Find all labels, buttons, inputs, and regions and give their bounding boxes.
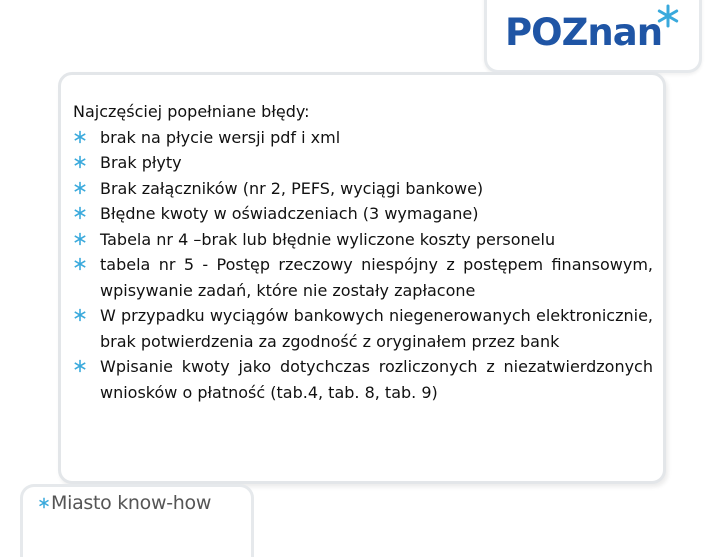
list-item-text: brak na płycie wersji pdf i xml	[100, 127, 341, 147]
poznan-logo: POZnan	[505, 11, 663, 54]
list-item-text: Brak płyty	[100, 153, 182, 172]
footer-slogan: Miasto know-how	[51, 492, 212, 514]
error-list	[73, 125, 653, 406]
list-item	[73, 150, 653, 176]
asterisk-icon	[73, 130, 87, 144]
list-item-text: W przypadku wyciągów bankowych niegenerowanych elektronicznie, brak potwierdzenia za zgodność z oryginałem przez bank	[100, 306, 653, 351]
list-item-text: Brak załączników (nr 2, PEFS, wyciągi bankowe)	[100, 178, 484, 198]
asterisk-icon	[73, 155, 87, 169]
list-item	[73, 303, 653, 354]
asterisk-icon	[73, 206, 87, 220]
list-item-text: tabela nr 5 - Postęp rzeczowy niespójny z postępem finansowym, wpisywanie zadań, które nie zostały zapłacone	[100, 255, 653, 300]
list-heading: Najczęściej popełniane błędy:	[73, 102, 310, 121]
list-item	[73, 252, 653, 303]
list-item	[73, 176, 653, 202]
asterisk-icon	[73, 181, 87, 195]
content-area	[73, 99, 653, 405]
list-item	[73, 125, 653, 151]
asterisk-icon	[656, 4, 680, 28]
list-item-text: Wpisanie kwoty jako dotychczas rozliczonych z niezatwierdzonych wniosków o płatność (tab.4, tab. 8, tab. 9)	[100, 357, 653, 402]
list-item	[73, 354, 653, 405]
list-item-text: Tabela nr 4 –brak lub błędnie wyliczone koszty personelu	[100, 229, 556, 249]
list-item	[73, 227, 653, 253]
list-item-text: Błędne kwoty w oświadczeniach (3 wymagane)	[100, 204, 479, 223]
list-item	[73, 201, 653, 227]
asterisk-icon	[73, 257, 87, 271]
asterisk-icon	[73, 232, 87, 246]
asterisk-icon	[73, 359, 87, 373]
asterisk-icon	[38, 497, 50, 509]
asterisk-icon	[73, 308, 87, 322]
